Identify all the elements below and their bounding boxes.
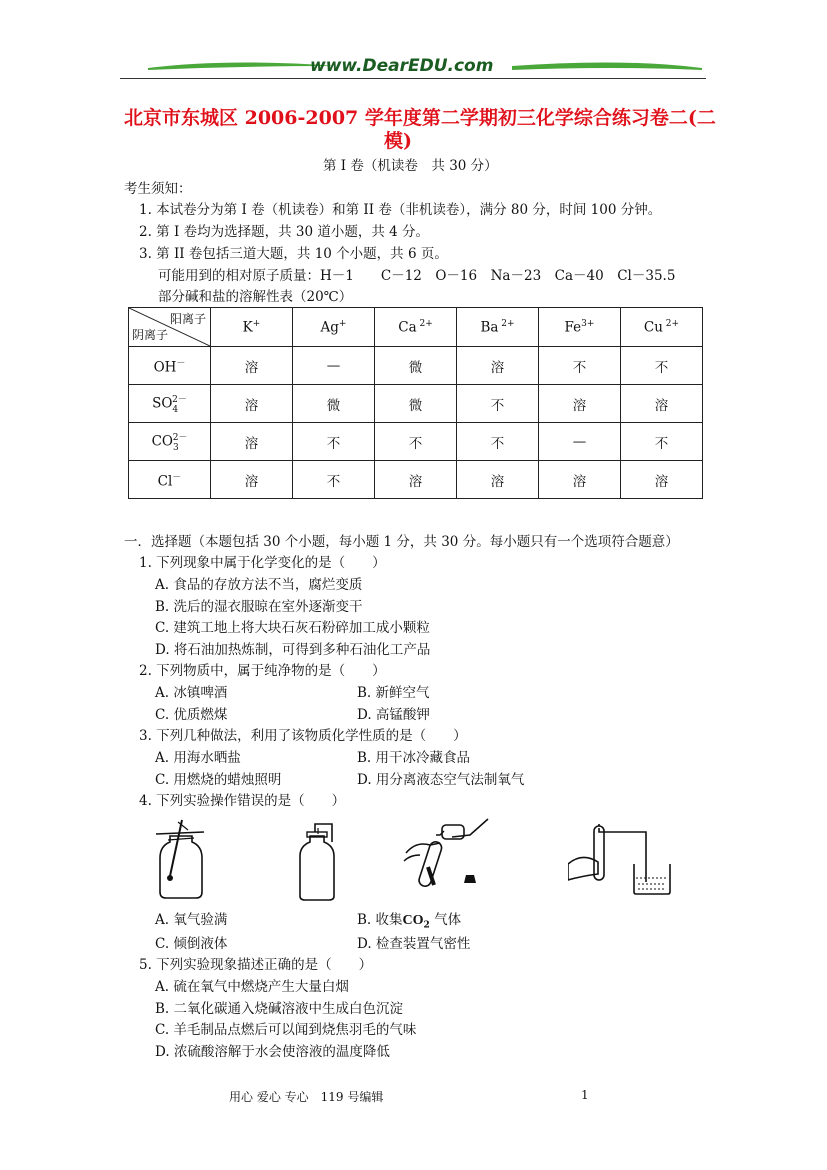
option: D. 高锰酸钾 [357,707,430,723]
anion-header: $SO_4^{2-}$ [129,385,211,423]
cation-header: $Fe^{3+}$ [539,308,621,347]
option: C. 羊毛制品点燃后可以闻到烧焦羽毛的气味 [155,1022,417,1038]
table-cell: 溶 [211,385,293,423]
table-cell: — [293,347,375,385]
anion-header: $CO_3^{2-}$ [129,423,211,461]
option-text: B. 收集 [357,912,403,928]
option: A. 硫在氧气中燃烧产生大量白烟 [155,979,349,995]
site-logo: www.DearEDU.com [310,56,494,76]
corner-cation-label: 阳离子 [169,312,206,326]
header-swoosh-right [512,58,702,76]
table-cell: 不 [293,461,375,499]
option: B. 洗后的湿衣服晾在室外逐渐变干 [155,599,363,615]
table-cell: 不 [375,423,457,461]
option: D. 将石油加热炼制，可得到多种石油化工产品 [155,642,431,658]
site-header [120,52,706,82]
option [357,908,461,931]
document-title-line1: 北京市东城区 2006-2007 学年度第二学期初三化学综合练习卷二(二 [124,107,716,129]
table-cell: 不 [457,423,539,461]
anion-header: Cl－ [129,461,211,499]
note-item: 1. 本试卷分为第 I 卷（机读卷）和第 II 卷（非机读卷），满分 80 分，时间 100 分钟。 [139,202,662,218]
option: C. 建筑工地上将大块石灰石粉碎加工成小颗粒 [155,620,430,636]
part1-heading: 一．选择题（本题包括 30 个小题，每小题 1 分，共 30 分。每小题只有一个选项符合题意） [124,534,679,550]
solubility-table [128,307,703,499]
table-cell: 溶 [457,347,539,385]
co2-formula: CO [402,913,424,928]
table-cell: 溶 [211,423,293,461]
table-cell: 不 [293,423,375,461]
header-rule [120,78,706,79]
note-item: 3. 第 II 卷包括三道大题，共 10 个小题，共 6 页。 [139,246,448,262]
option: C. 倾倒液体 [155,936,228,952]
option: B. 二氧化碳通入烧碱溶液中生成白色沉淀 [155,1001,404,1017]
table-cell: 溶 [457,461,539,499]
option: A. 食品的存放方法不当，腐烂变质 [155,577,363,593]
question-stem: 3. 下列几种做法，利用了该物质化学性质的是（ ） [139,728,467,744]
option: B. 新鲜空气 [357,685,430,701]
table-header-row [129,308,703,347]
oxygen-test-figure [148,818,210,902]
co2-collection-figure [292,820,342,904]
table-cell: 不 [621,347,703,385]
pour-liquid-figure [400,815,492,895]
table-cell: 溶 [375,461,457,499]
page-number: 1 [581,1088,589,1102]
table-row [129,461,703,499]
airtightness-check-figure [568,824,674,896]
table-cell: 微 [293,385,375,423]
section-heading: 第 I 卷（机读卷 共 30 分） [323,158,498,174]
footer-note: 用心 爱心 专心 119 号编辑 [229,1090,384,1104]
anion-header: OH－ [129,347,211,385]
cation-header: Ag+ [293,308,375,347]
table-cell: 不 [621,423,703,461]
table-cell: 不 [457,385,539,423]
notes-heading: 考生须知： [124,181,192,197]
table-cell: 溶 [539,385,621,423]
table-row [129,385,703,423]
table-cell: 微 [375,347,457,385]
question-stem: 5. 下列实验现象描述正确的是（ ） [139,957,373,973]
cation-header: Ca $^{2+}$ [375,308,457,347]
question-stem: 4. 下列实验操作错误的是（ ） [139,793,346,809]
option-text: 气体 [429,912,462,928]
table-cell: 溶 [621,385,703,423]
question-stem: 1. 下列现象中属于化学变化的是（ ） [139,555,386,571]
cation-header: K+ [211,308,293,347]
cation-header: Ba $^{2+}$ [457,308,539,347]
option: D. 浓硫酸溶解于水会使溶液的温度降低 [155,1044,390,1060]
option: B. 用干冰冷藏食品 [357,750,471,766]
table-row [129,347,703,385]
corner-anion-label: 阴离子 [132,328,169,342]
option: C. 用燃烧的蜡烛照明 [155,772,282,788]
table-row [129,423,703,461]
table-cell: — [539,423,621,461]
table-cell: 溶 [211,461,293,499]
cation-header: Cu $^{2+}$ [621,308,703,347]
table-cell: 不 [539,347,621,385]
table-cell: 溶 [621,461,703,499]
option: A. 冰镇啤酒 [155,685,228,701]
option: D. 检查装置气密性 [357,936,471,952]
option: C. 优质燃煤 [155,707,228,723]
table-cell: 微 [375,385,457,423]
note-item: 2. 第 I 卷均为选择题，共 30 道小题，共 4 分。 [139,224,430,240]
document-title-line2: 模) [384,130,412,152]
co2-subscript: 2 [423,920,430,931]
table-cell: 溶 [539,461,621,499]
table-cell: 溶 [211,347,293,385]
option: A. 氧气验满 [155,912,228,928]
option: A. 用海水晒盐 [155,750,241,766]
table-caption: 部分碱和盐的溶解性表（20℃） [158,289,353,305]
atomic-masses: 可能用到的相对原子质量：H－1 C－12 O－16 Na－23 Ca－40 Cl－35.5 [158,268,676,284]
question-stem: 2. 下列物质中，属于纯净物的是（ ） [139,663,386,679]
option: D. 用分离液态空气法制氧气 [357,772,525,788]
table-corner-cell [129,308,211,347]
